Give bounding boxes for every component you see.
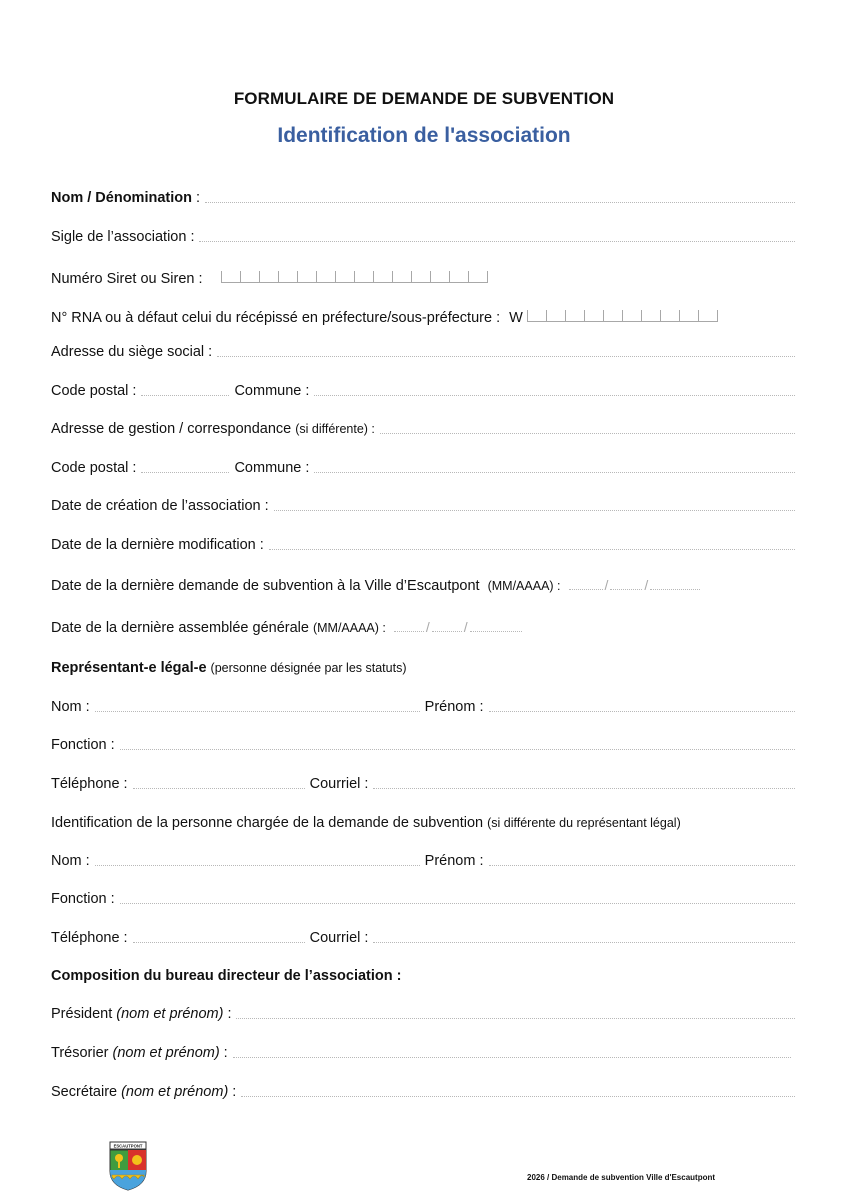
label-code-postal: Code postal : xyxy=(51,383,137,399)
input-tresorier[interactable] xyxy=(233,1056,791,1058)
label-rna: N° RNA ou à défaut celui du récépissé en préfecture/sous-préfecture : xyxy=(51,310,501,326)
input-commune[interactable] xyxy=(314,394,795,396)
digit-box[interactable] xyxy=(354,271,373,283)
field-president: Président (nom et prénom) : xyxy=(51,1006,795,1022)
digit-box[interactable] xyxy=(278,271,297,283)
digit-box[interactable] xyxy=(392,271,411,283)
input-adresse-siege[interactable] xyxy=(217,355,795,357)
digit-box[interactable] xyxy=(297,271,316,283)
label-charge-nom: Nom : xyxy=(51,853,90,869)
label-sigle: Sigle de l’association : xyxy=(51,229,195,245)
input-rep-courriel[interactable] xyxy=(373,787,795,789)
field-rep-tel-courriel xyxy=(51,776,795,792)
logo-banner-text: ESCAUTPONT xyxy=(113,1143,143,1149)
field-date-ag xyxy=(51,619,795,636)
field-code-postal-commune xyxy=(51,383,795,399)
input-commune-2[interactable] xyxy=(314,471,795,473)
digit-box[interactable] xyxy=(565,310,584,322)
digit-box[interactable] xyxy=(449,271,468,283)
digit-box[interactable] xyxy=(316,271,335,283)
label-adresse-gestion: Adresse de gestion / correspondance xyxy=(51,421,292,437)
digit-box[interactable] xyxy=(468,271,487,283)
note-president: (nom et prénom) xyxy=(116,1006,224,1022)
digit-box[interactable] xyxy=(622,310,641,322)
digit-box[interactable] xyxy=(240,271,259,283)
field-code-postal-commune-2 xyxy=(51,460,795,476)
section-representant xyxy=(51,660,795,676)
digit-box-end xyxy=(717,310,719,322)
input-siret-boxes[interactable] xyxy=(221,267,489,283)
input-rep-fonction[interactable] xyxy=(120,748,795,750)
section-charge xyxy=(51,815,795,831)
form-title: FORMULAIRE DE DEMANDE DE SUBVENTION xyxy=(233,89,615,108)
note-tresorier: (nom et prénom) xyxy=(112,1045,220,1061)
digit-box[interactable] xyxy=(698,310,717,322)
digit-box[interactable] xyxy=(373,271,392,283)
field-adresse-siege xyxy=(51,344,795,360)
label-secretaire: Secrétaire xyxy=(51,1084,118,1100)
digit-box-end xyxy=(487,271,489,283)
footer-text: 2026 / Demande de subvention Ville d'Escautpont xyxy=(527,1173,716,1182)
input-charge-nom[interactable] xyxy=(95,864,420,866)
label-charge-telephone: Téléphone : xyxy=(51,930,128,946)
label-rep-nom: Nom : xyxy=(51,699,90,715)
input-rep-prenom[interactable] xyxy=(489,710,795,712)
input-charge-telephone[interactable] xyxy=(133,941,305,943)
digit-box[interactable] xyxy=(411,271,430,283)
field-charge-nom-prenom xyxy=(51,853,795,869)
label-code-postal-2: Code postal : xyxy=(51,460,137,476)
field-nom-denomination: Nom / Dénomination : xyxy=(51,190,795,206)
input-charge-prenom[interactable] xyxy=(489,864,795,866)
note-secretaire: (nom et prénom) xyxy=(121,1084,229,1100)
label-rep-courriel: Courriel : xyxy=(309,776,369,792)
heading-charge: Identification de la personne chargée de la demande de subvention xyxy=(51,815,484,831)
label-commune: Commune : xyxy=(234,383,310,399)
field-date-derniere-demande xyxy=(51,577,795,594)
field-rep-nom-prenom xyxy=(51,699,795,715)
form-subtitle: Identification de l'association xyxy=(277,124,571,147)
input-secretaire[interactable] xyxy=(241,1095,795,1097)
field-adresse-gestion xyxy=(51,421,795,437)
input-code-postal[interactable] xyxy=(141,394,229,396)
note-charge: (si différente du représentant légal) xyxy=(487,816,681,830)
digit-box[interactable] xyxy=(660,310,679,322)
label-charge-prenom: Prénom : xyxy=(424,853,484,869)
digit-box[interactable] xyxy=(603,310,622,322)
digit-box[interactable] xyxy=(584,310,603,322)
format-date-ag: (MM/AAAA) : xyxy=(312,621,386,635)
input-date-ag[interactable]: / / xyxy=(394,619,522,635)
field-siret xyxy=(51,267,795,287)
field-date-creation xyxy=(51,498,795,514)
heading-bureau: Composition du bureau directeur de l’association : xyxy=(51,968,402,984)
field-rep-fonction xyxy=(51,737,795,753)
label-nom-denomination: Nom / Dénomination xyxy=(51,190,192,206)
label-date-creation: Date de création de l’association : xyxy=(51,498,269,514)
field-rna xyxy=(51,306,795,326)
section-bureau xyxy=(51,968,795,984)
field-date-modification xyxy=(51,537,795,553)
field-charge-tel-courriel xyxy=(51,930,795,946)
input-president[interactable] xyxy=(236,1017,795,1019)
digit-box[interactable] xyxy=(546,310,565,322)
field-charge-fonction xyxy=(51,891,795,907)
label-adresse-siege: Adresse du siège social : xyxy=(51,344,213,360)
input-rep-nom[interactable] xyxy=(95,710,420,712)
label-rep-fonction: Fonction : xyxy=(51,737,115,753)
digit-box[interactable] xyxy=(430,271,449,283)
input-charge-courriel[interactable] xyxy=(373,941,795,943)
field-sigle xyxy=(51,229,795,245)
input-sigle[interactable] xyxy=(199,240,795,242)
digit-box[interactable] xyxy=(335,271,354,283)
label-president: Président xyxy=(51,1006,113,1022)
field-secretaire: Secrétaire (nom et prénom) : xyxy=(51,1084,795,1100)
input-rna-boxes[interactable] xyxy=(527,306,719,322)
input-code-postal-2[interactable] xyxy=(141,471,229,473)
input-date-modification[interactable] xyxy=(269,548,795,550)
label-date-derniere-demande: Date de la dernière demande de subvention à la Ville d’Escautpont xyxy=(51,578,480,594)
digit-box[interactable] xyxy=(679,310,698,322)
escautpont-coat-of-arms-logo xyxy=(108,1141,148,1191)
digit-box[interactable] xyxy=(527,310,546,322)
label-commune-2: Commune : xyxy=(234,460,310,476)
label-date-ag: Date de la dernière assemblée générale xyxy=(51,620,309,636)
input-charge-fonction[interactable] xyxy=(120,902,795,904)
note-representant: (personne désignée par les statuts) xyxy=(210,661,407,675)
digit-box[interactable] xyxy=(259,271,278,283)
label-date-modification: Date de la dernière modification : xyxy=(51,537,264,553)
label-charge-courriel: Courriel : xyxy=(309,930,369,946)
input-adresse-gestion[interactable] xyxy=(380,432,795,434)
format-date-derniere-demande: (MM/AAAA) : xyxy=(487,579,561,593)
input-date-derniere-demande[interactable]: / / xyxy=(569,577,701,593)
label-charge-fonction: Fonction : xyxy=(51,891,115,907)
rna-prefix: W xyxy=(509,310,523,326)
label-tresorier: Trésorier xyxy=(51,1045,109,1061)
heading-representant: Représentant-e légal-e xyxy=(51,660,207,676)
digit-box[interactable] xyxy=(641,310,660,322)
input-rep-telephone[interactable] xyxy=(133,787,305,789)
label-rep-prenom: Prénom : xyxy=(424,699,484,715)
input-nom-denomination[interactable] xyxy=(205,201,795,203)
input-date-creation[interactable] xyxy=(274,509,795,511)
digit-box[interactable] xyxy=(221,271,240,283)
label-rep-telephone: Téléphone : xyxy=(51,776,128,792)
field-tresorier: Trésorier (nom et prénom) : xyxy=(51,1045,795,1061)
note-adresse-gestion: (si différente) : xyxy=(295,422,375,436)
label-siret: Numéro Siret ou Siren : xyxy=(51,271,203,287)
